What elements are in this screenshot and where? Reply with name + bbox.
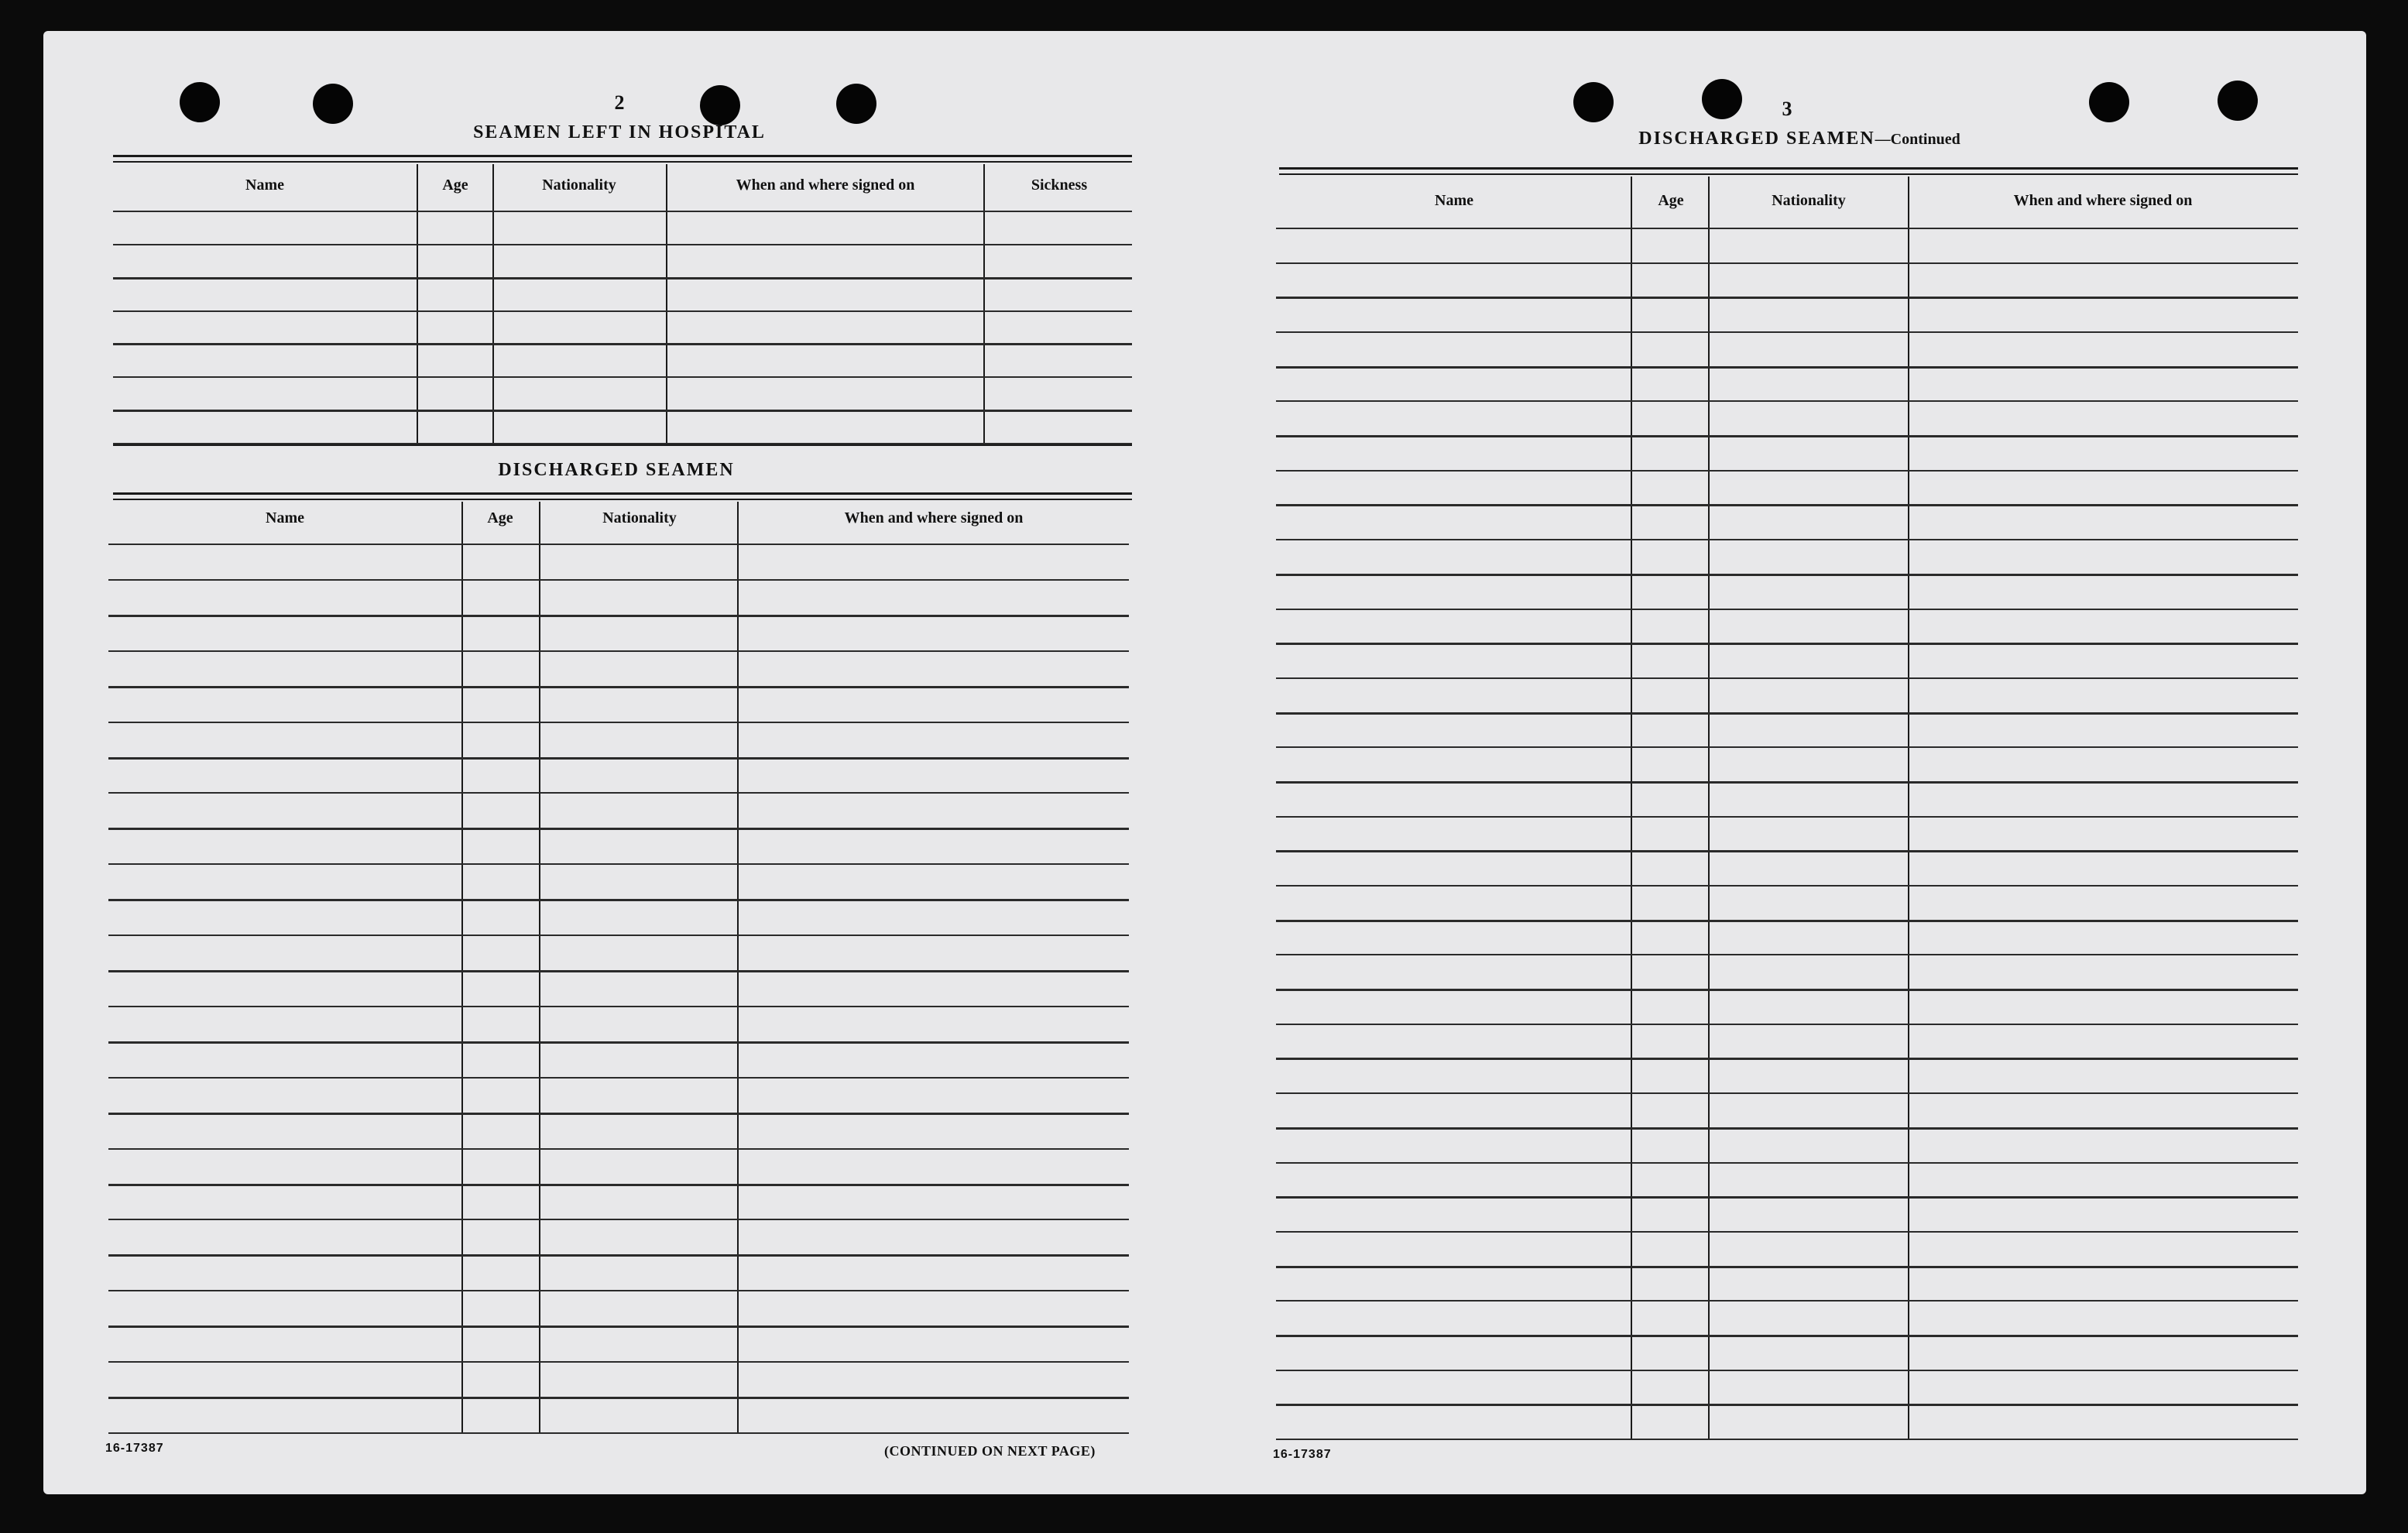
continued-blank-row[interactable] <box>1276 1024 2298 1025</box>
discharged-blank-row[interactable] <box>108 650 1129 652</box>
hospital-bottom-rule <box>113 444 1132 446</box>
continued-blank-row[interactable] <box>1276 1439 2298 1440</box>
discharged-blank-row[interactable] <box>108 1077 1129 1079</box>
discharged-blank-row[interactable] <box>108 722 1129 723</box>
page-number-right: 3 <box>1782 98 1792 120</box>
page-number-left: 2 <box>614 91 625 114</box>
discharged-blank-row[interactable] <box>108 1361 1129 1363</box>
hospital-blank-row[interactable] <box>113 310 1132 312</box>
continued-blank-row[interactable] <box>1276 954 2298 955</box>
continued-blank-row[interactable] <box>1276 1404 2298 1406</box>
continued-blank-row[interactable] <box>1276 850 2298 852</box>
right-top-rule-2 <box>1279 173 2298 175</box>
continued-blank-row[interactable] <box>1276 297 2298 299</box>
continued-blank-row[interactable] <box>1276 1335 2298 1337</box>
continued-column-header: Nationality <box>1772 192 1846 209</box>
hospital-column-header: Nationality <box>542 177 616 194</box>
punch-hole <box>836 84 876 124</box>
continued-blank-row[interactable] <box>1276 1231 2298 1233</box>
continued-blank-row[interactable] <box>1276 1196 2298 1199</box>
hospital-section-title: SEAMEN LEFT IN HOSPITAL <box>473 122 766 142</box>
hospital-column-divider <box>417 164 418 443</box>
hospital-column-divider <box>492 164 494 443</box>
continued-blank-row[interactable] <box>1276 816 2298 818</box>
discharged-column-header: Nationality <box>602 509 677 526</box>
continued-blank-row[interactable] <box>1276 262 2298 264</box>
discharged-header-underline <box>108 544 1129 545</box>
discharged-top-rule <box>113 492 1132 495</box>
discharged-blank-row[interactable] <box>108 1397 1129 1399</box>
discharged-blank-row[interactable] <box>108 1432 1129 1434</box>
continued-blank-row[interactable] <box>1276 1162 2298 1164</box>
continued-column-header: Name <box>1435 192 1473 209</box>
continued-blank-row[interactable] <box>1276 539 2298 540</box>
discharged-blank-row[interactable] <box>108 899 1129 901</box>
discharged-blank-row[interactable] <box>108 1041 1129 1044</box>
ledger-sheet <box>43 31 2366 1494</box>
form-number-left: 16-17387 <box>105 1442 164 1455</box>
discharged-blank-row[interactable] <box>108 970 1129 972</box>
punch-hole <box>2218 81 2258 121</box>
hospital-blank-row[interactable] <box>113 376 1132 378</box>
right-top-rule <box>1279 167 2298 170</box>
discharged-blank-row[interactable] <box>108 757 1129 760</box>
continued-blank-row[interactable] <box>1276 1370 2298 1371</box>
continued-blank-row[interactable] <box>1276 331 2298 333</box>
hospital-column-divider <box>983 164 985 443</box>
continued-blank-row[interactable] <box>1276 677 2298 679</box>
discharged-blank-row[interactable] <box>108 579 1129 581</box>
punch-hole <box>700 85 740 125</box>
hospital-top-rule <box>113 155 1132 157</box>
continued-blank-row[interactable] <box>1276 781 2298 784</box>
discharged-blank-row[interactable] <box>108 828 1129 830</box>
discharged-blank-row[interactable] <box>108 1219 1129 1220</box>
hospital-column-header: Sickness <box>1031 177 1088 194</box>
continued-column-header: When and where signed on <box>2013 192 2193 209</box>
discharged-section-title: DISCHARGED SEAMEN <box>498 460 735 480</box>
discharged-blank-row[interactable] <box>108 792 1129 794</box>
discharged-column-header: Age <box>487 509 513 526</box>
discharged-blank-row[interactable] <box>108 1184 1129 1186</box>
continued-blank-row[interactable] <box>1276 643 2298 645</box>
punch-hole <box>313 84 353 124</box>
continued-blank-row[interactable] <box>1276 574 2298 576</box>
hospital-blank-row[interactable] <box>113 277 1132 280</box>
continued-blank-row[interactable] <box>1276 435 2298 437</box>
continued-note: (CONTINUED ON NEXT PAGE) <box>884 1443 1096 1459</box>
hospital-header-underline <box>113 211 1132 212</box>
continued-blank-row[interactable] <box>1276 712 2298 715</box>
hospital-column-header: Age <box>442 177 468 194</box>
continued-blank-row[interactable] <box>1276 1058 2298 1060</box>
discharged-blank-row[interactable] <box>108 686 1129 688</box>
discharged-continued-title-main: DISCHARGED SEAMEN <box>1638 129 1875 149</box>
continued-blank-row[interactable] <box>1276 400 2298 402</box>
discharged-continued-title <box>1638 129 1960 149</box>
discharged-blank-row[interactable] <box>108 863 1129 865</box>
hospital-column-header: When and where signed on <box>736 177 915 194</box>
discharged-blank-row[interactable] <box>108 1113 1129 1115</box>
hospital-column-divider <box>666 164 667 443</box>
continued-column-header: Age <box>1658 192 1684 209</box>
hospital-blank-row[interactable] <box>113 410 1132 412</box>
discharged-blank-row[interactable] <box>108 1254 1129 1257</box>
form-number-right: 16-17387 <box>1273 1448 1332 1461</box>
discharged-column-header: Name <box>266 509 304 526</box>
hospital-blank-row[interactable] <box>113 343 1132 345</box>
continued-blank-row[interactable] <box>1276 989 2298 991</box>
hospital-top-rule-2 <box>113 161 1132 163</box>
continued-blank-row[interactable] <box>1276 1300 2298 1302</box>
punch-hole <box>180 82 220 122</box>
punch-hole <box>1702 79 1742 119</box>
continued-blank-row[interactable] <box>1276 1266 2298 1268</box>
discharged-top-rule-2 <box>113 499 1132 500</box>
continued-blank-row[interactable] <box>1276 920 2298 922</box>
continued-blank-row[interactable] <box>1276 885 2298 887</box>
punch-hole <box>1573 82 1614 122</box>
discharged-blank-row[interactable] <box>108 1148 1129 1150</box>
discharged-column-divider <box>539 502 540 1432</box>
continued-blank-row[interactable] <box>1276 609 2298 610</box>
discharged-blank-row[interactable] <box>108 615 1129 617</box>
discharged-blank-row[interactable] <box>108 1006 1129 1007</box>
continued-blank-row[interactable] <box>1276 746 2298 748</box>
continued-blank-row[interactable] <box>1276 1092 2298 1094</box>
hospital-column-header: Name <box>245 177 284 194</box>
continued-blank-row[interactable] <box>1276 504 2298 506</box>
discharged-blank-row[interactable] <box>108 935 1129 936</box>
discharged-blank-row[interactable] <box>108 1290 1129 1291</box>
continued-blank-row[interactable] <box>1276 1127 2298 1130</box>
continued-suffix: —Continued <box>1875 131 1960 148</box>
discharged-column-divider <box>461 502 463 1432</box>
hospital-blank-row[interactable] <box>113 244 1132 245</box>
continued-header-underline <box>1276 228 2298 229</box>
continued-blank-row[interactable] <box>1276 470 2298 472</box>
discharged-column-divider <box>737 502 739 1432</box>
discharged-blank-row[interactable] <box>108 1326 1129 1328</box>
punch-hole <box>2089 82 2129 122</box>
discharged-column-header: When and where signed on <box>844 509 1024 526</box>
continued-blank-row[interactable] <box>1276 366 2298 369</box>
